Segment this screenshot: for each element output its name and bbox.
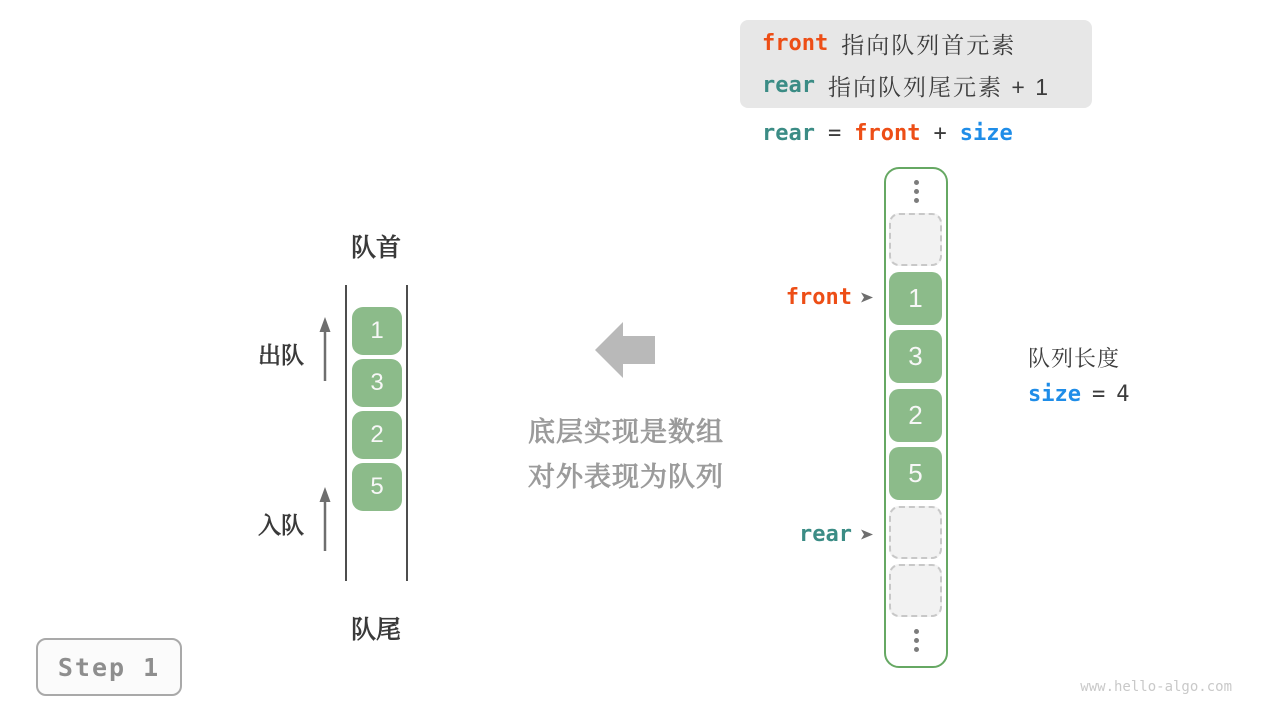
array-cell: 5: [889, 447, 942, 500]
queue-tail-label: 队尾: [350, 616, 401, 644]
caption-line1: 底层实现是数组: [528, 417, 724, 447]
legend-front-line: [762, 27, 1092, 60]
queue-length-info: [1028, 342, 1129, 407]
queue-head-label: 队首: [350, 234, 401, 262]
front-pointer: [764, 285, 874, 310]
ellipsis-bottom-icon: [886, 629, 946, 652]
size-value: 4: [1116, 382, 1130, 407]
front-pointer-label: front: [785, 285, 852, 310]
dequeue-label: 出队: [258, 342, 304, 368]
legend-rear-line: [762, 69, 1092, 102]
enqueue-arrow-icon: [317, 487, 333, 553]
plus-sign: +: [933, 121, 947, 146]
formula-size-keyword: size: [959, 121, 1013, 146]
transform-arrow-icon: [595, 322, 655, 378]
step-label: Step 1: [57, 652, 161, 682]
front-keyword: front: [762, 30, 829, 56]
empty-cell: [889, 506, 942, 559]
formula: [762, 121, 1013, 146]
size-keyword: size: [1028, 382, 1081, 407]
ellipsis-top-icon: [886, 180, 946, 203]
queue-cell: 5: [352, 463, 402, 511]
formula-rear-keyword: rear: [762, 121, 815, 146]
queue-cell: 3: [352, 359, 402, 407]
equals-sign: =: [827, 121, 842, 146]
front-description: 指向队列首元素: [841, 31, 1017, 58]
empty-cell: [889, 213, 942, 266]
size-equals-sign: =: [1091, 382, 1106, 407]
caption: [500, 410, 752, 500]
legend-box: [740, 20, 1092, 108]
array-cell: 1: [889, 272, 942, 325]
rear-pointer-label: rear: [799, 522, 852, 547]
enqueue-label: 入队: [258, 512, 304, 538]
rear-description: 指向队列尾元素 + 1: [827, 73, 1050, 100]
queue-length-label: 队列长度: [1028, 346, 1121, 371]
queue-cell: 2: [352, 411, 402, 459]
front-arrow-icon: [860, 291, 874, 304]
queue-cell: 1: [352, 307, 402, 355]
array-cell: 2: [889, 389, 942, 442]
queue-wall-left: [345, 285, 347, 581]
queue-wall-right: [406, 285, 408, 581]
queue-length-equation: [1028, 382, 1129, 407]
empty-cell: [889, 564, 942, 617]
dequeue-arrow-icon: [317, 317, 333, 383]
rear-pointer: [764, 522, 874, 547]
caption-line2: 对外表现为队列: [528, 462, 724, 492]
formula-front-keyword: front: [854, 121, 921, 146]
watermark: www.hello-algo.com: [1080, 679, 1232, 695]
step-badge: [36, 638, 182, 696]
rear-arrow-icon: [860, 528, 874, 541]
array-cell: 3: [889, 330, 942, 383]
rear-keyword: rear: [762, 72, 815, 98]
array-container: [884, 167, 948, 668]
